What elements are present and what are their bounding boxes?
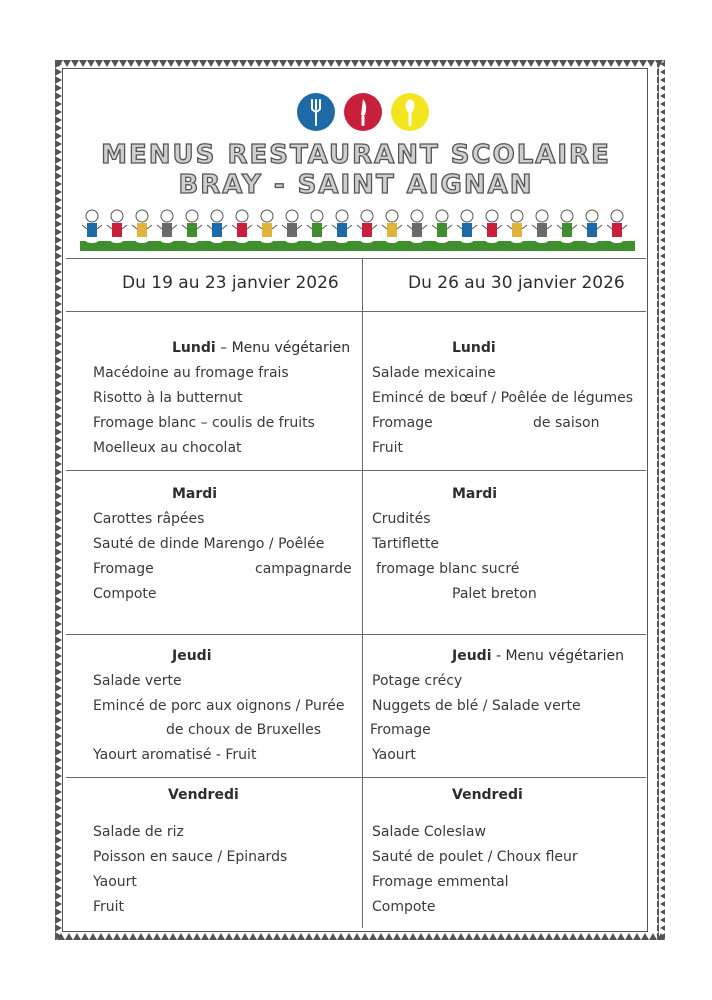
menu-item: Risotto à la butternut [93, 390, 243, 406]
child-figure [607, 210, 627, 243]
divider [66, 777, 646, 778]
child-figure [332, 210, 352, 243]
child-figure [357, 210, 377, 243]
divider [66, 311, 646, 312]
child-figure [232, 210, 252, 243]
week2-jeudi-title: Jeudi - Menu végétarien [452, 648, 624, 664]
child-figure [107, 210, 127, 243]
children-illustration [80, 205, 635, 253]
menu-item: Fruit [93, 899, 125, 915]
menu-item: fromage blanc sucré [376, 561, 520, 577]
child-figure [82, 210, 102, 243]
week1-mardi-title: Mardi [172, 486, 218, 502]
week2-vendredi-title: Vendredi [452, 787, 523, 803]
child-figure [507, 210, 527, 243]
child-figure [282, 210, 302, 243]
menu-item: Salade mexicaine [372, 365, 496, 381]
menu-item: Potage crécy [372, 673, 463, 689]
menu-item: Emincé de bœuf / Poêlée de légumes [372, 390, 634, 406]
child-figure [182, 210, 202, 243]
menu-item: Fromage [370, 722, 431, 738]
child-figure [532, 210, 552, 243]
menu-item: Fromage [372, 415, 433, 431]
week1-jeudi-title: Jeudi [172, 648, 212, 664]
menu-item: Carottes râpées [93, 511, 205, 527]
child-figure [407, 210, 427, 243]
knife-icon [344, 93, 382, 131]
divider [66, 634, 646, 635]
fork-icon [297, 93, 335, 131]
menu-item: Salade verte [93, 673, 182, 689]
menu-item: Sauté de poulet / Choux fleur [372, 849, 578, 865]
divider [66, 470, 646, 471]
menu-item: Fromage [93, 561, 154, 577]
menu-item: Moelleux au chocolat [93, 440, 242, 456]
spoon-icon [391, 93, 429, 131]
page-subtitle: BRAY - SAINT AIGNAN [178, 170, 534, 200]
child-figure [132, 210, 152, 243]
menu-item: Compote [372, 899, 436, 915]
menu-item: Compote [93, 586, 157, 602]
child-figure [457, 210, 477, 243]
page-title: MENUS RESTAURANT SCOLAIRE [101, 140, 611, 170]
week2-mardi-title: Mardi [452, 486, 498, 502]
cutlery-icons [0, 93, 712, 135]
column-divider [362, 258, 363, 928]
menu-item: Poisson en sauce / Epinards [93, 849, 288, 865]
child-figure [307, 210, 327, 243]
menu-item: Sauté de dinde Marengo / Poêlée [93, 536, 325, 552]
child-figure [582, 210, 602, 243]
child-figure [557, 210, 577, 243]
menu-item: Salade de riz [93, 824, 184, 840]
week2-lundi-title: Lundi [452, 340, 496, 356]
menu-item: Salade Coleslaw [372, 824, 486, 840]
menu-item: Emincé de porc aux oignons / Purée [93, 698, 345, 714]
child-figure [382, 210, 402, 243]
menu-item: Fromage blanc – coulis de fruits [93, 415, 315, 431]
menu-item: Yaourt [93, 874, 137, 890]
menu-item: Yaourt aromatisé - Fruit [93, 747, 257, 763]
child-figure [257, 210, 277, 243]
menu-item: Palet breton [452, 586, 537, 602]
menu-item: de saison [533, 415, 600, 431]
menu-item: Fromage emmental [372, 874, 509, 890]
week1-heading: Du 19 au 23 janvier 2026 [122, 273, 339, 293]
child-figure [207, 210, 227, 243]
menu-item: Nuggets de blé / Salade verte [372, 698, 581, 714]
week2-heading: Du 26 au 30 janvier 2026 [408, 273, 625, 293]
child-figure [157, 210, 177, 243]
menu-item: Tartiflette [372, 536, 439, 552]
week1-vendredi-title: Vendredi [168, 787, 239, 803]
menu-item: campagnarde [255, 561, 352, 577]
menu-item: Yaourt [372, 747, 416, 763]
child-figure [482, 210, 502, 243]
child-figure [432, 210, 452, 243]
menu-item: de choux de Bruxelles [166, 722, 322, 738]
menu-item: Fruit [372, 440, 404, 456]
menu-item: Macédoine au fromage frais [93, 365, 289, 381]
week1-lundi-title: Lundi – Menu végétarien [172, 340, 351, 356]
menu-item: Crudités [372, 511, 431, 527]
divider [66, 258, 646, 259]
